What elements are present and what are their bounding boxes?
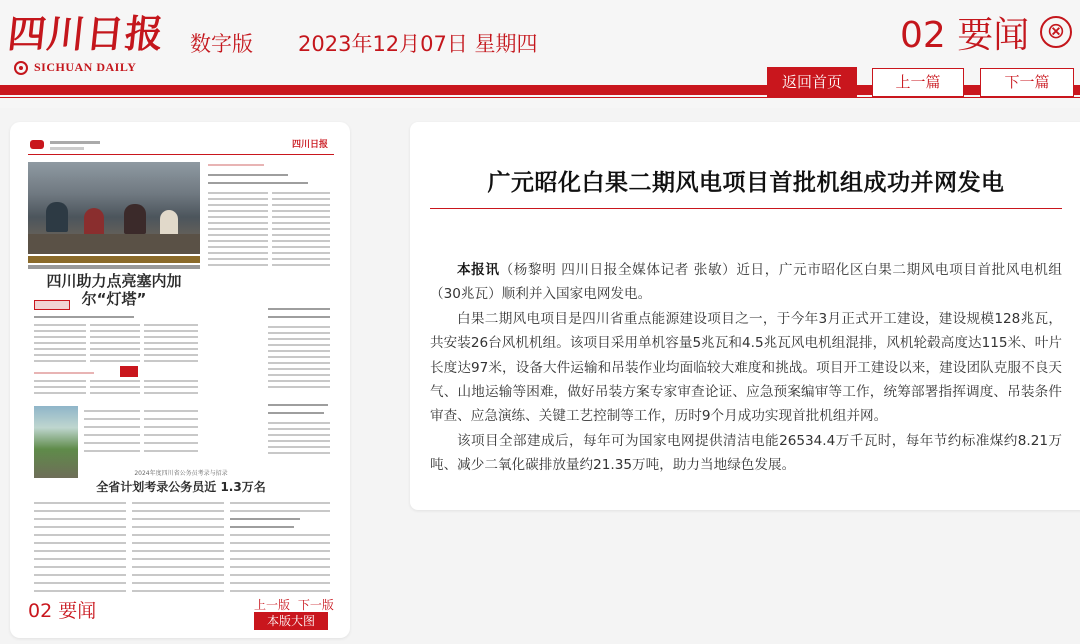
logo-seal-icon: [14, 61, 28, 75]
thumb-text-line: [144, 418, 198, 420]
thumb-text-line: [34, 518, 126, 520]
thumb-page-nav: [254, 596, 338, 613]
thumb-text-line: [230, 566, 330, 568]
thumb-text-line: [34, 590, 126, 592]
next-page-link[interactable]: 下一版: [297, 598, 334, 612]
thumb-text-line: [34, 342, 86, 344]
thumb-text-line: [34, 510, 126, 512]
thumb-text-line: [34, 542, 126, 544]
thumb-photo-figure: [160, 210, 178, 236]
thumb-text-line: [144, 392, 198, 394]
thumb-text-line: [132, 534, 224, 536]
thumb-text-line: [144, 434, 198, 436]
thumb-text-line: [230, 518, 300, 520]
thumb-text-line: [34, 348, 86, 350]
thumb-masthead-line: [50, 147, 84, 150]
thumb-text-line: [268, 434, 330, 436]
thumb-text-line: [268, 338, 330, 340]
thumb-text-line: [208, 198, 268, 200]
thumb-text-line: [268, 422, 330, 424]
thumb-text-line: [34, 392, 86, 394]
thumb-text-line: [34, 582, 126, 584]
thumb-seal: [120, 366, 138, 377]
thumb-text-line: [208, 264, 268, 266]
thumb-text-line: [268, 308, 330, 310]
newspaper-logo[interactable]: 四川日报: [5, 11, 167, 56]
thumb-text-line: [230, 574, 330, 576]
thumb-text-line: [90, 380, 140, 382]
thumb-text-line: [268, 350, 330, 352]
thumb-text-line: [268, 368, 330, 370]
thumb-masthead-rule: [28, 154, 334, 155]
thumb-text-line: [34, 360, 86, 362]
thumb-text-line: [34, 380, 86, 382]
thumb-headline: 四川助力点亮塞内加尔“灯塔”: [46, 272, 182, 308]
thumb-text-line: [34, 330, 86, 332]
thumb-text-line: [144, 386, 198, 388]
thumb-text-line: [268, 428, 330, 430]
thumb-text-line: [90, 354, 140, 356]
thumb-text-line: [84, 434, 140, 436]
prev-article-button[interactable]: 上一篇: [872, 68, 964, 97]
article-body: [430, 258, 1062, 478]
thumb-text-line: [230, 510, 330, 512]
thumb-caption-strip: [28, 256, 200, 263]
thumb-column-tag: [34, 300, 70, 310]
prev-page-link[interactable]: 上一版: [254, 598, 291, 612]
thumb-main-photo: [28, 162, 200, 254]
thumb-text-line: [268, 412, 324, 414]
thumb-text-line: [272, 264, 330, 266]
thumb-text-line: [268, 404, 328, 406]
thumb-text-line: [34, 502, 126, 504]
article-title: 广元昭化白果二期风电项目首批机组成功并网发电: [487, 170, 1005, 196]
article-paragraph-text: （杨黎明 四川日报全媒体记者 张敏）近日，广元市昭化区白果二期风电项目首批风电机组（30兆瓦）顺利并入国家电网发电。: [430, 262, 1063, 303]
thumb-text-line: [268, 356, 330, 358]
page-title: 02 要闻: [900, 15, 1030, 56]
thumb-masthead: [28, 134, 334, 158]
thumb-text-line: [230, 550, 330, 552]
thumb-text-line: [34, 550, 126, 552]
thumb-text-line: [144, 348, 198, 350]
thumb-text-line: [144, 342, 198, 344]
thumb-text-line: [144, 354, 198, 356]
edition-label: 数字版: [190, 32, 253, 56]
thumb-text-line: [90, 392, 140, 394]
article-panel: [410, 122, 1080, 510]
thumb-text-line: [84, 450, 140, 452]
thumb-text-line: [34, 336, 86, 338]
thumb-text-line: [268, 380, 330, 382]
thumb-text-line: [272, 228, 330, 230]
thumb-text-line: [268, 452, 330, 454]
thumb-page-title: 02 要闻: [28, 600, 97, 622]
thumb-text-line: [132, 550, 224, 552]
thumb-masthead-line: [50, 141, 100, 144]
page-large-view-button[interactable]: 本版大图: [254, 612, 328, 630]
thumb-text-line: [208, 252, 268, 254]
thumb-caption-strip: [28, 265, 200, 269]
thumb-text-line: [208, 216, 268, 218]
thumb-text-line: [272, 258, 330, 260]
newspaper-logo-en: [14, 60, 136, 75]
thumb-text-line: [272, 210, 330, 212]
issue-date: 2023年12月07日 星期四: [298, 32, 538, 56]
header-bar: [0, 0, 1080, 108]
thumb-text-line: [268, 326, 330, 328]
thumb-text-line: [34, 574, 126, 576]
thumb-text-line: [34, 534, 126, 536]
thumb-text-line: [272, 234, 330, 236]
thumb-text-line: [34, 372, 94, 374]
article-paragraph: 该项目全部建成后，每年可为国家电网提供清洁电能26534.4万千瓦时，每年节约标准煤约8.21万吨、减少二氧化碳排放量约21.35万吨，助力当地绿色发展。: [430, 432, 1062, 474]
thumb-text-line: [230, 542, 330, 544]
next-article-button[interactable]: 下一篇: [980, 68, 1074, 97]
thumb-text-line: [132, 502, 224, 504]
thumb-text-line: [144, 410, 198, 412]
home-button[interactable]: 返回首页: [768, 68, 856, 97]
thumb-text-line: [144, 360, 198, 362]
thumb-sub-kicker: 2024年度四川省公务员考录与招录: [134, 470, 228, 477]
thumb-text-line: [268, 332, 330, 334]
thumb-text-line: [230, 534, 330, 536]
article-lead-label: 本报讯: [457, 262, 500, 278]
thumb-text-line: [34, 354, 86, 356]
thumb-text-line: [208, 228, 268, 230]
thumb-text-line: [208, 222, 268, 224]
thumb-text-line: [272, 222, 330, 224]
thumb-text-line: [268, 440, 330, 442]
thumb-text-line: [90, 324, 140, 326]
thumb-text-line: [34, 316, 134, 318]
thumb-text-line: [208, 182, 308, 184]
thumb-text-line: [272, 192, 330, 194]
thumb-text-line: [90, 386, 140, 388]
thumb-text-line: [132, 526, 224, 528]
thumb-text-line: [268, 316, 330, 318]
thumb-text-line: [272, 216, 330, 218]
thumb-text-line: [144, 380, 198, 382]
thumb-text-line: [208, 164, 264, 166]
page-thumbnail[interactable]: [28, 134, 334, 598]
close-icon[interactable]: ⊗: [1040, 16, 1072, 48]
thumb-text-line: [84, 410, 140, 412]
thumb-text-line: [272, 252, 330, 254]
thumb-text-line: [144, 324, 198, 326]
page-thumbnail-panel: [10, 122, 350, 638]
thumb-text-line: [90, 336, 140, 338]
thumb-text-line: [132, 542, 224, 544]
logo-en-text: SICHUAN DAILY: [34, 60, 137, 74]
thumb-text-line: [230, 526, 294, 528]
thumb-photo-figure: [124, 204, 146, 234]
thumb-logo: 四川日报: [291, 140, 328, 150]
header-divider-thin: [0, 97, 1080, 98]
article-title-divider: [430, 208, 1062, 209]
article-paragraph: [430, 258, 1062, 307]
thumb-text-line: [90, 360, 140, 362]
thumb-text-line: [132, 510, 224, 512]
thumb-text-line: [208, 192, 268, 194]
thumb-text-line: [268, 374, 330, 376]
thumb-text-line: [34, 558, 126, 560]
thumb-text-line: [144, 442, 198, 444]
thumb-photo-figure: [84, 208, 104, 236]
thumb-text-line: [144, 426, 198, 428]
thumb-text-line: [84, 418, 140, 420]
thumb-text-line: [34, 566, 126, 568]
thumb-text-line: [208, 204, 268, 206]
thumb-text-line: [272, 204, 330, 206]
article-paragraph: 白果二期风电项目是四川省重点能源建设项目之一，于今年3月正式开工建设，建设规模128兆瓦，共安装26台风机机组。该项目采用单机容量5兆瓦和4.5兆瓦风电机组混排，风机轮毂高度达115米、叶片长度达97米，设备大件运输和吊装作业均面临较大难度和挑战。项目开工建设以来，建设团队克服不良天气、山地运输等困难，做好吊装方案专家审查论证、应急预案编审等工作，统筹部署指挥调度、吊装条件审查、应急演练、关键工艺控制等工作，历时9个月成功实现首批机组并网。: [430, 310, 1062, 425]
thumb-text-line: [272, 240, 330, 242]
thumb-sub-headline: 全省计划考录公务员近 1.3万名: [96, 480, 266, 494]
thumb-text-line: [208, 258, 268, 260]
thumb-text-line: [34, 526, 126, 528]
thumb-text-line: [268, 362, 330, 364]
thumb-text-line: [230, 590, 330, 592]
thumb-text-line: [34, 386, 86, 388]
thumb-text-line: [268, 344, 330, 346]
thumb-text-line: [230, 582, 330, 584]
thumb-text-line: [230, 502, 330, 504]
thumb-text-line: [230, 558, 330, 560]
thumb-text-line: [90, 330, 140, 332]
thumb-text-line: [268, 446, 330, 448]
thumb-text-line: [144, 450, 198, 452]
thumb-text-line: [132, 518, 224, 520]
thumb-text-line: [132, 590, 224, 592]
thumb-text-line: [132, 574, 224, 576]
thumb-text-line: [132, 558, 224, 560]
thumb-text-line: [144, 330, 198, 332]
thumb-text-line: [34, 324, 86, 326]
thumb-text-line: [208, 240, 268, 242]
thumb-text-line: [144, 336, 198, 338]
thumb-text-line: [90, 342, 140, 344]
thumb-photo-figure: [46, 202, 68, 232]
thumb-text-line: [90, 348, 140, 350]
thumb-text-line: [84, 426, 140, 428]
thumb-text-line: [268, 386, 330, 388]
thumb-text-line: [208, 234, 268, 236]
thumb-text-line: [208, 246, 268, 248]
thumb-text-line: [208, 174, 288, 176]
thumb-page-badge: [30, 140, 44, 149]
thumb-text-line: [84, 442, 140, 444]
thumb-text-line: [272, 246, 330, 248]
thumb-text-line: [208, 210, 268, 212]
thumb-text-line: [272, 198, 330, 200]
thumb-photo-bench: [28, 234, 200, 254]
thumb-text-line: [132, 582, 224, 584]
thumb-text-line: [132, 566, 224, 568]
